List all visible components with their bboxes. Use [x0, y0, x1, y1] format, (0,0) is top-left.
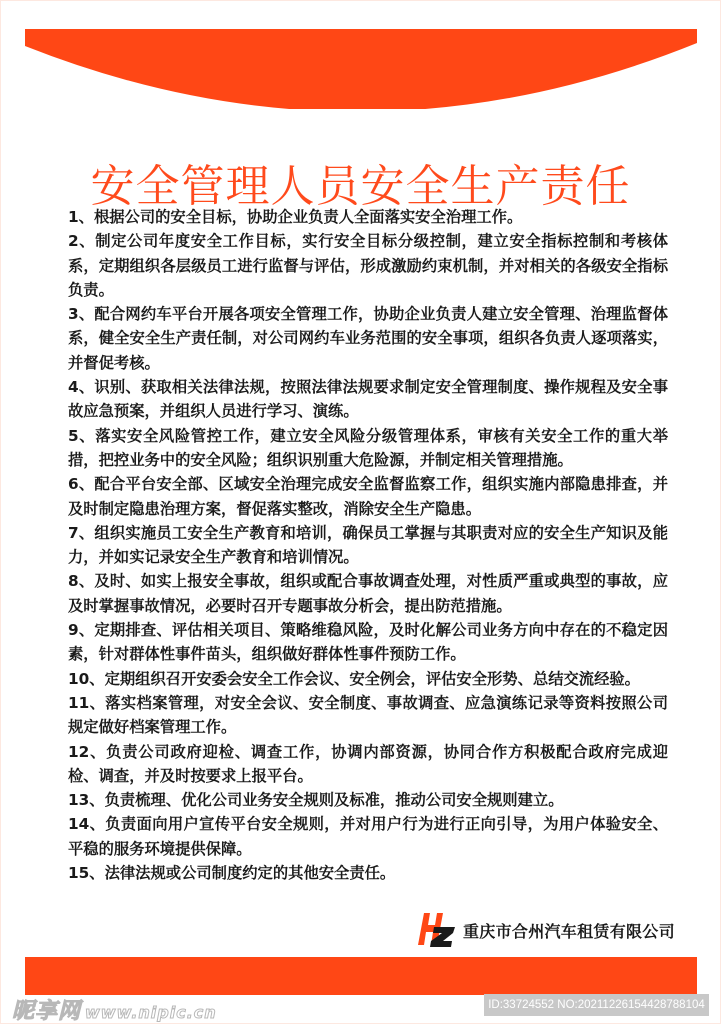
list-item: 2、制定公司年度安全工作目标，实行安全目标分级控制，建立安全指标控制和考核体系，定期组织各层级员工进行监督与评估，形成激励约束机制，并对相关的各级安全指标负责。: [68, 232, 668, 299]
list-item: 11、落实档案管理，对安全会议、安全制度、事故调查、应急演练记录等资料按照公司规定做好档案管理工作。: [68, 693, 668, 737]
list-item: 8、及时、如实上报安全事故，组织或配合事故调查处理，对性质严重或典型的事故，应及时掌握事故情况，必要时召开专题事故分析会，提出防范措施。: [68, 572, 668, 615]
site-url: www.nipic.cn: [85, 1003, 217, 1022]
company-signature: [418, 912, 675, 948]
hz-logo-icon: [418, 913, 456, 947]
poster-title: 安全管理人员安全生产责任: [90, 161, 631, 213]
list-item: 15、法律法规或公司制度约定的其他安全责任。: [68, 864, 396, 883]
site-name: 昵享网: [12, 999, 82, 1024]
list-item: 9、定期排查、评估相关项目、策略维稳风险，及时化解公司业务方向中存在的不稳定因素，针对群体性事件苗头，组织做好群体性事件预防工作。: [68, 621, 668, 664]
bottom-bar: [25, 957, 697, 995]
list-item: 6、配合平台安全部、区域安全治理完成安全监督监察工作，组织实施内部隐患排查，并及时制定隐患治理方案，督促落实整改，消除安全生产隐患。: [68, 475, 668, 518]
list-item: 1、根据公司的安全目标，协助企业负责人全面落实安全治理工作。: [68, 208, 523, 226]
site-watermark: [12, 994, 217, 1025]
company-name: 重庆市合州汽车租赁有限公司: [463, 921, 675, 941]
list-item: 10、定期组织召开安委会安全工作会议、安全例会，评估安全形势、总结交流经验。: [68, 669, 640, 688]
list-item: 4、识别、获取相关法律法规，按照法律法规要求制定安全管理制度、操作规程及安全事故应急预案，并组织人员进行学习、演练。: [68, 378, 668, 421]
responsibility-list: [68, 205, 668, 885]
list-item: 5、落实安全风险管控工作，建立安全风险分级管理体系，审核有关安全工作的重大举措，把控业务中的安全风险；组织识别重大危险源，并制定相关管理措施。: [68, 426, 668, 469]
list-item: 14、负责面向用户宣传平台安全规则，并对用户行为进行正向引导，为用户体验安全、平稳的服务环境提供保障。: [68, 815, 668, 858]
list-item: 7、组织实施员工安全生产教育和培训，确保员工掌握与其职责对应的安全生产知识及能力，并如实记录安全生产教育和培训情况。: [68, 523, 668, 567]
top-arc-banner: [25, 29, 697, 109]
list-item: 13、负责梳理、优化公司业务安全规则及标准，推动公司安全规则建立。: [68, 791, 564, 810]
list-item: 3、配合网约车平台开展各项安全管理工作，协助企业负责人建立安全管理、治理监督体系，健全安全生产责任制，对公司网约车业务范围的安全事项，组织各负责人逐项落实，并督促考核。: [68, 305, 668, 372]
list-item: 12、负责公司政府迎检、调查工作，协调内部资源，协同合作方积极配合政府完成迎检、调查，并及时按要求上报平台。: [68, 742, 668, 785]
image-id-watermark: ID:33724552 NO:20211226154428788104: [484, 994, 709, 1016]
